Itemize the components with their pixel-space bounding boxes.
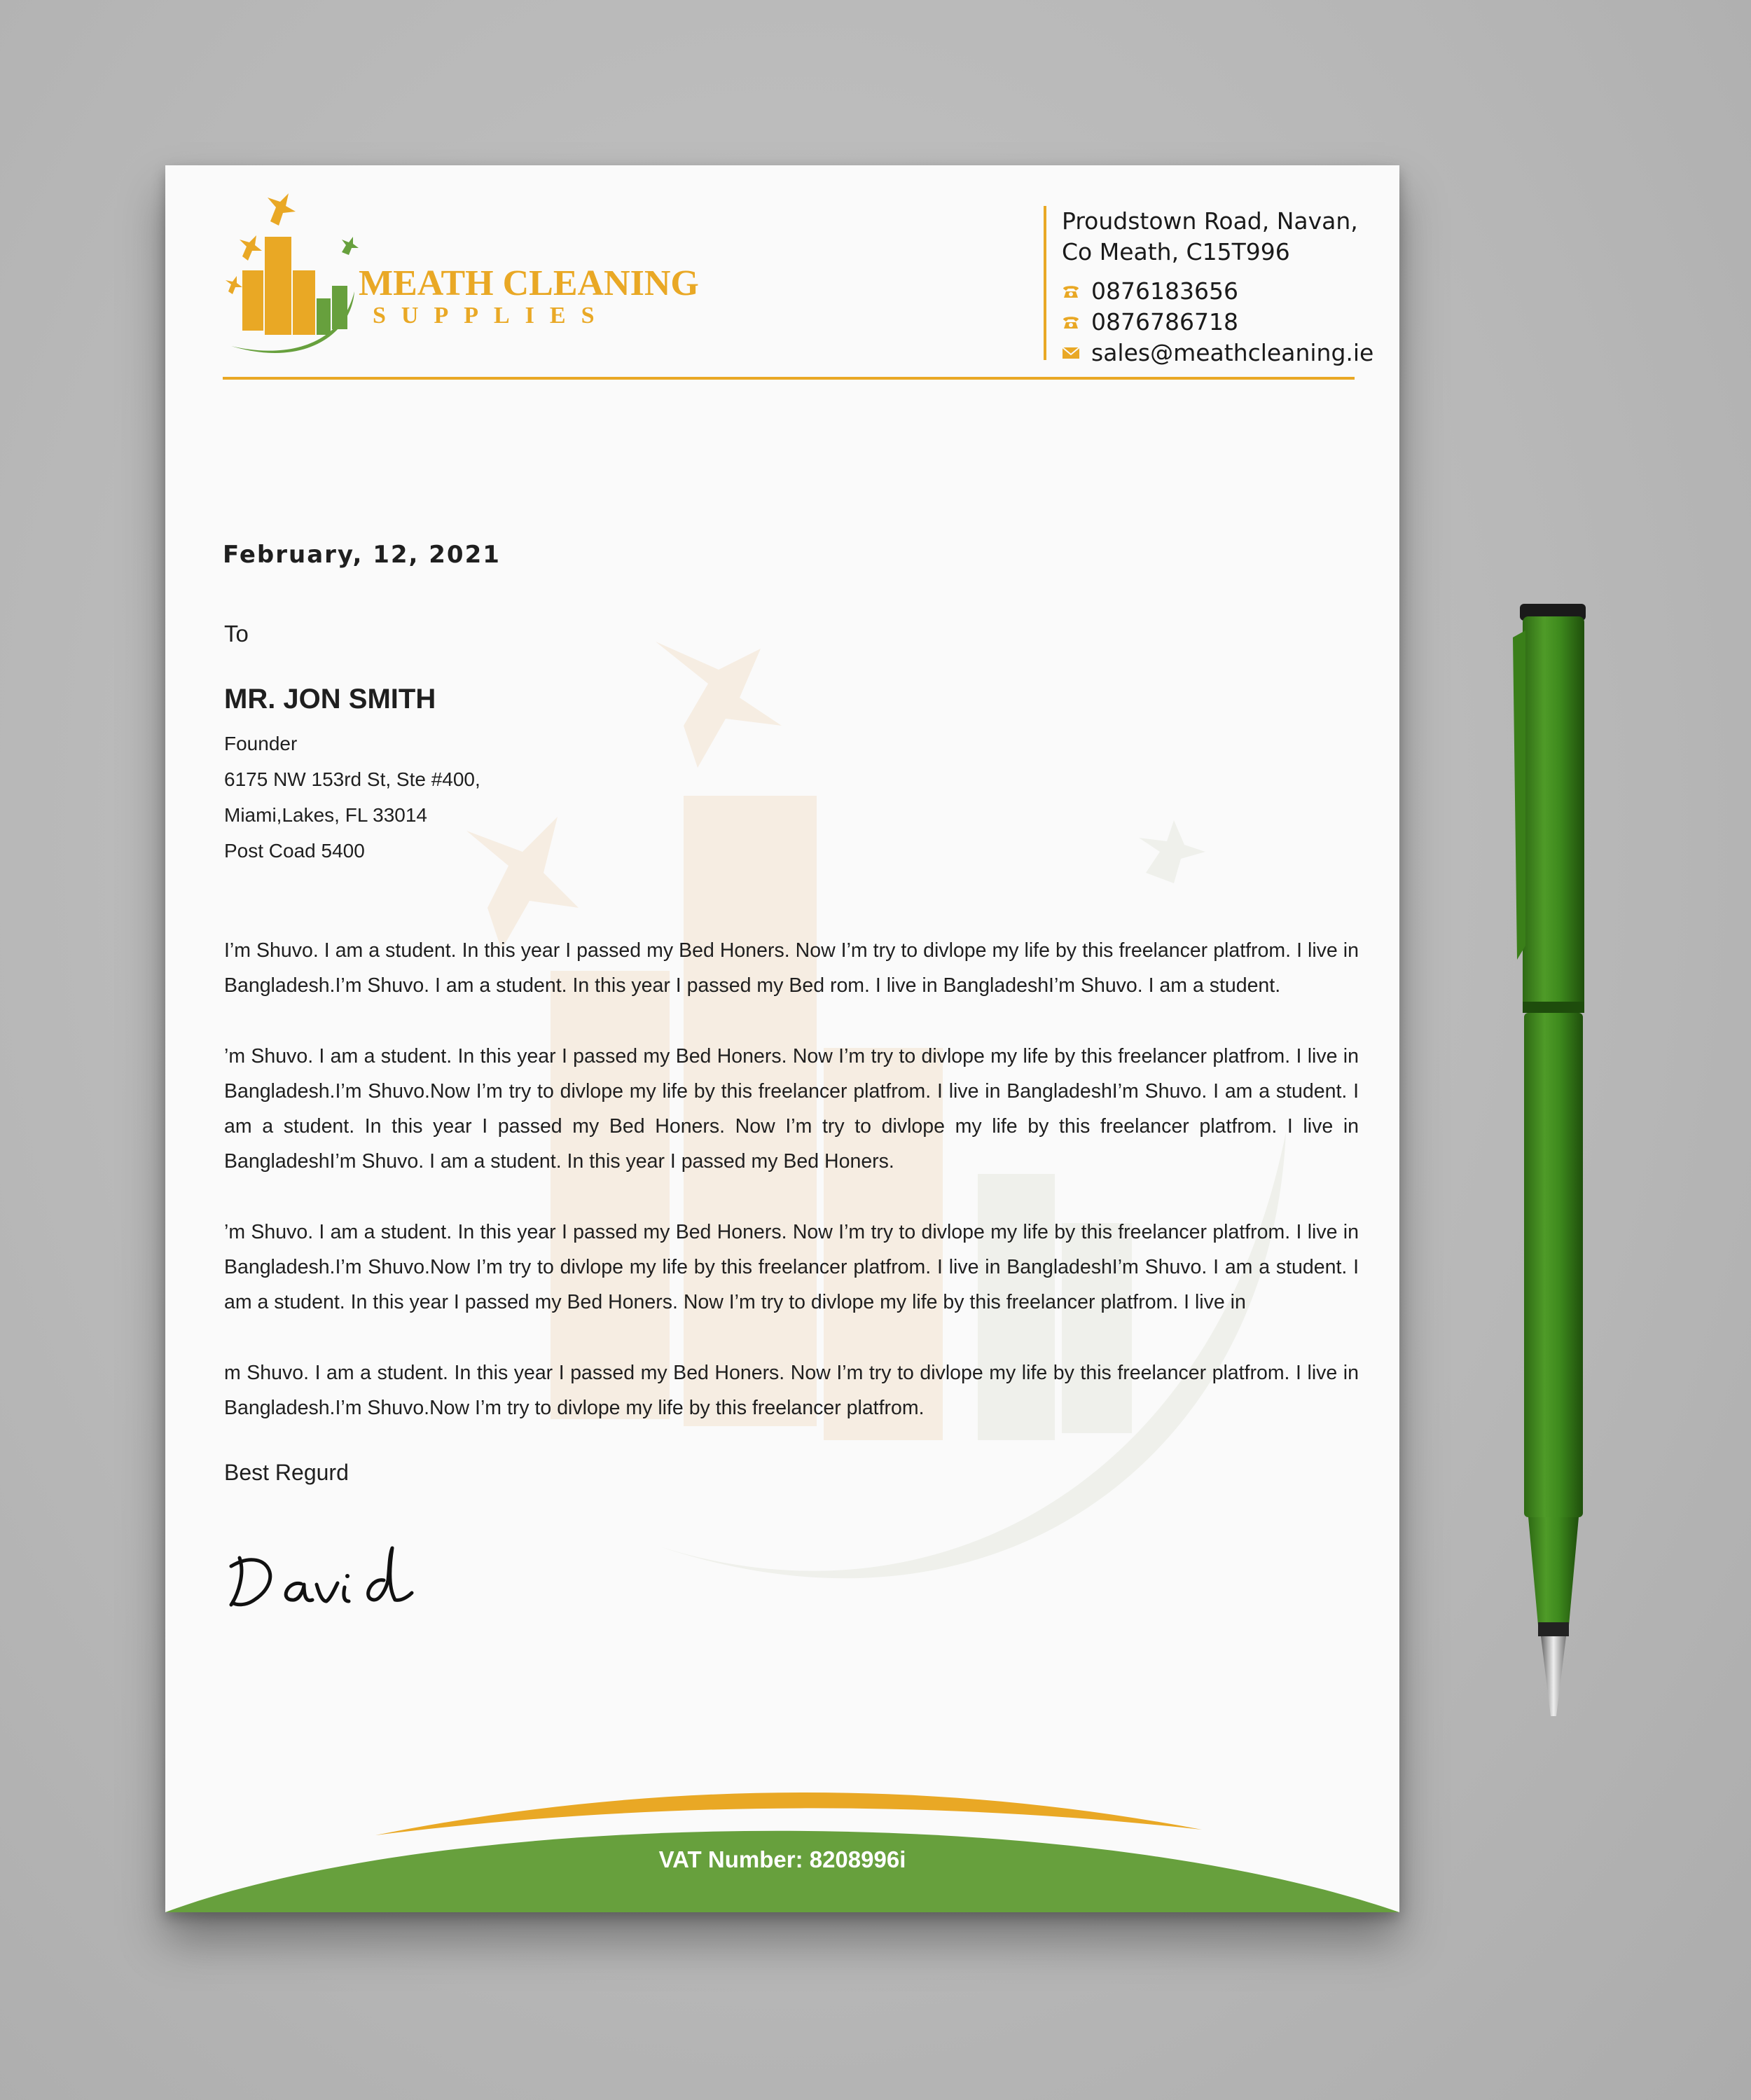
- star-icon: [240, 235, 262, 261]
- body-paragraph-3: ’m Shuvo. I am a student. In this year I passed my Bed Honers. Now I’m try to divlope my life by this freelancer platfrom. I live in Bangladesh.I’m Shuvo.Now I’m try to divlope my life by this freelancer platfrom. I live in BangladeshI’m Shuvo. I am a student. I am a student. In this year I passed my Bed Honers. Now I’m try to divlope my life by this freelancer platfrom. I live in: [224, 1221, 1359, 1313]
- company-logo: [221, 193, 712, 361]
- contact-address: [1062, 206, 1373, 268]
- phone-row-1: [1062, 276, 1373, 307]
- recipient-title: Founder: [224, 733, 298, 754]
- phone-icon: [1062, 284, 1080, 299]
- body-paragraph-1: I’m Shuvo. I am a student. In this year I passed my Bed Honers. Now I’m try to divlope my life by this freelancer platfrom. I live in Bangladesh.I’m Shuvo. I am a student. In this year I passed my Bed rom. I live in BangladeshI’m Shuvo. I am a student.: [224, 939, 1359, 997]
- address-line-1: Proudstown Road, Navan,: [1062, 207, 1358, 235]
- contact-block: [1044, 206, 1374, 366]
- star-icon: [226, 276, 242, 294]
- recipient-address-line-2: Miami,Lakes, FL 33014: [224, 804, 427, 826]
- to-label: To: [224, 621, 249, 647]
- fountain-pen: [1492, 595, 1604, 1744]
- star-icon: [342, 237, 359, 255]
- letter-body: [224, 933, 1359, 1461]
- letter-date: February, 12, 2021: [223, 541, 501, 569]
- logo-text-line2: SUPPLIES: [373, 303, 610, 329]
- address-line-2: Co Meath, C15T996: [1062, 238, 1290, 265]
- signature: [224, 1538, 420, 1622]
- logo-text-line1: MEATH CLEANING: [359, 263, 699, 303]
- star-icon: [268, 193, 296, 226]
- email-row: [1062, 338, 1373, 368]
- recipient-address-line-3: Post Coad 5400: [224, 840, 365, 862]
- body-paragraph-2: ’m Shuvo. I am a student. In this year I passed my Bed Honers. Now I’m try to divlope my life by this freelancer platfrom. I live in Bangladesh.I’m Shuvo.Now I’m try to divlope my life by this freelancer platfrom. I live in BangladeshI’m Shuvo. I am a student. I am a student. In this year I passed my Bed Honers. Now I’m try to divlope my life by this freelancer platfrom. I live in BangladeshI’m Shuvo. I am a student. In this year I passed my Bed Honers.: [224, 1045, 1359, 1173]
- recipient-name: MR. JON SMITH: [224, 684, 436, 714]
- phone-number-2[interactable]: 0876786718: [1091, 308, 1238, 336]
- letterhead-page: [165, 165, 1399, 1912]
- body-paragraph-4: m Shuvo. I am a student. In this year I passed my Bed Honers. Now I’m try to divlope my life by this freelancer platfrom. I live in Bangladesh.I’m Shuvo.Now I’m try to divlope my life by this freelancer platfrom.: [224, 1362, 1359, 1419]
- header-divider: [223, 377, 1355, 380]
- phone-row-2: [1062, 307, 1373, 338]
- recipient-address-block: [224, 726, 480, 869]
- vat-number: VAT Number: 8208996i: [658, 1846, 906, 1872]
- phone-number-1[interactable]: 0876183656: [1091, 277, 1238, 305]
- email-address[interactable]: sales@meathcleaning.ie: [1091, 339, 1374, 366]
- recipient-address-line-1: 6175 NW 153rd St, Ste #400,: [224, 768, 480, 790]
- phone-icon: [1062, 315, 1080, 330]
- logo-mark: [226, 193, 359, 353]
- email-icon: [1062, 345, 1080, 361]
- closing-line: Best Regurd: [224, 1460, 349, 1485]
